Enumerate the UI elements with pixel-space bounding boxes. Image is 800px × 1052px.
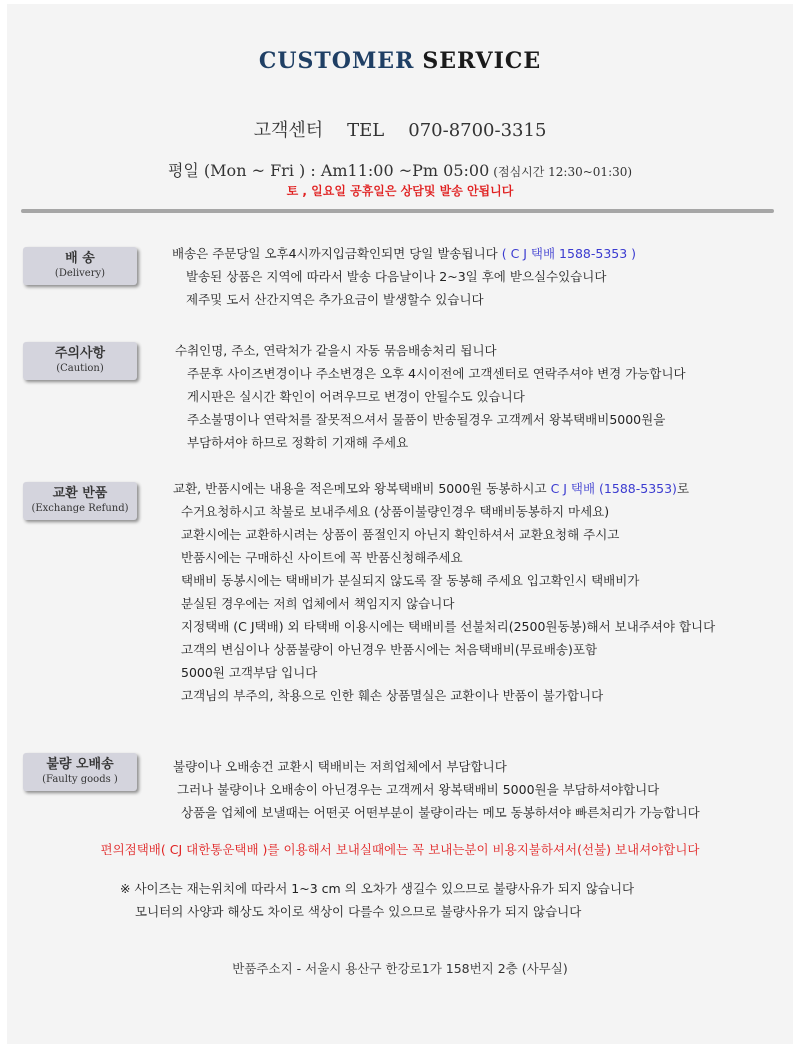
size-note: ※ 사이즈는 재는위치에 따라서 1~3 cm 의 오차가 생길수 있으므로 불량사유가 되지 않습니다 — [120, 881, 635, 896]
tel-number: 070-8700-3315 — [408, 120, 547, 141]
delivery-line-1: 배송은 주문당일 오후4시까지입금확인되면 당일 발송됩니다 ( C J 택배 1588-5353 ) — [172, 246, 637, 261]
exchange-label — [23, 482, 137, 520]
exchange-label-en: (Exchange Refund) — [31, 503, 129, 514]
page-title — [7, 48, 793, 74]
exchange-line-7: 지정택배 (C J택배) 외 타택배 이용시에는 택배비를 선불처리(2500원동봉)해서 보내주셔야 합니다 — [181, 619, 716, 634]
faulty-label — [23, 753, 137, 791]
delivery-label-ko: 배 송 — [65, 251, 95, 266]
delivery-text — [172, 242, 636, 311]
caution-text — [175, 339, 686, 454]
faulty-line-3: 상품을 업체에 보낼때는 어떤곳 어떤부분이 불량이라는 메모 동봉하셔야 빠른처리가 가능합니다 — [181, 805, 700, 820]
header-divider — [21, 209, 774, 213]
exchange-courier: C J 택배 (1588-5353) — [550, 481, 677, 496]
caution-label — [23, 342, 137, 380]
exchange-text — [173, 477, 715, 707]
title-customer: CUSTOMER — [258, 48, 415, 74]
faulty-line-1: 불량이나 오배송건 교환시 택배비는 저희업체에서 부담합니다 — [173, 759, 507, 774]
exchange-label-ko: 교환 반품 — [52, 486, 108, 501]
caution-line-5: 부담하셔야 하므로 정확히 기재해 주세요 — [187, 435, 409, 450]
holiday-notice: 토 , 일요일 공휴일은 상담및 발송 안됩니다 — [286, 184, 514, 198]
exchange-line-5: 택배비 동봉시에는 택배비가 분실되지 않도록 잘 동봉해 주세요 입고확인시 택배비가 — [181, 573, 640, 588]
caution-label-en: (Caution) — [56, 363, 104, 374]
tel-tag: TEL — [347, 120, 385, 141]
caution-line-1: 수취인명, 주소, 연락처가 같을시 자동 묶음배송처리 됩니다 — [175, 343, 497, 358]
exchange-line-10: 고객님의 부주의, 착용으로 인한 훼손 상품멸실은 교환이나 반품이 불가합니다 — [181, 688, 604, 703]
customer-service-page — [7, 4, 793, 1044]
title-service: SERVICE — [422, 48, 542, 74]
caution-line-2: 주문후 사이즈변경이나 주소변경은 오후 4시이전에 고객센터로 연락주셔야 변경 가능합니다 — [187, 366, 686, 381]
delivery-label — [23, 247, 137, 285]
exchange-line-1: 교환, 반품시에는 내용을 적은메모와 왕복택배비 5000원 동봉하시고 C J 택배 (1588-5353)로 — [173, 481, 690, 496]
phone-line — [7, 116, 793, 142]
monitor-note: 모니터의 사양과 해상도 차이로 색상이 다를수 있으므로 불량사유가 되지 않습니다 — [135, 904, 582, 919]
exchange-line-3: 교환시에는 교환하시려는 상품이 품절인지 아닌지 확인하셔서 교환요청해 주시고 — [181, 527, 620, 542]
caution-line-3: 게시판은 실시간 확인이 어려우므로 변경이 안될수도 있습니다 — [187, 389, 525, 404]
exchange-line-8: 고객의 변심이나 상품불량이 아닌경우 반품시에는 처음택배비(무료배송)포함 — [181, 642, 598, 657]
hours-text: 평일 (Mon ~ Fri ) : Am11:00 ~Pm 05:00 — [167, 161, 490, 180]
return-address: 반품주소지 - 서울시 용산구 한강로1가 158번지 2층 (사무실) — [232, 961, 568, 976]
exchange-line-6: 분실된 경우에는 저희 업체에서 책임지지 않습니다 — [181, 596, 455, 611]
tel-label: 고객센터 — [253, 120, 324, 141]
caution-line-4: 주소불명이나 연락처를 잘못적으셔서 물품이 반송될경우 고객께서 왕복택배비5000원을 — [187, 412, 666, 427]
delivery-line-2: 발송된 상품은 지역에 따라서 발송 다음날이나 2~3일 후에 받으실수있습니다 — [186, 269, 607, 284]
business-hours — [7, 158, 793, 181]
exchange-line-4: 반품시에는 구매하신 사이트에 꼭 반품신청해주세요 — [181, 550, 463, 565]
delivery-label-en: (Delivery) — [54, 268, 106, 279]
delivery-courier: ( C J 택배 1588-5353 ) — [501, 246, 637, 261]
faulty-line-2: 그러나 불량이나 오배송이 아닌경우는 고객께서 왕복택배비 5000원을 부담하셔야합니다 — [177, 782, 660, 797]
faulty-text — [173, 755, 700, 824]
cvs-courier-notice: 편의점택배( CJ 대한통운택배 )를 이용해서 보내실때에는 꼭 보내는분이 비용지불하셔서(선불) 보내셔야합니다 — [100, 842, 700, 857]
caution-label-ko: 주의사항 — [54, 346, 106, 361]
faulty-label-en: (Faulty goods ) — [42, 774, 118, 785]
delivery-line-3: 제주및 도서 산간지역은 추가요금이 발생할수 있습니다 — [186, 292, 484, 307]
exchange-line-2: 수거요청하시고 착불로 보내주세요 (상품이불량인경우 택배비동봉하지 마세요) — [181, 504, 610, 519]
lunch-hours: (점심시간 12:30~01:30) — [493, 165, 633, 179]
faulty-label-ko: 불량 오배송 — [46, 757, 114, 772]
exchange-line-9: 5000원 고객부담 입니다 — [181, 665, 318, 680]
